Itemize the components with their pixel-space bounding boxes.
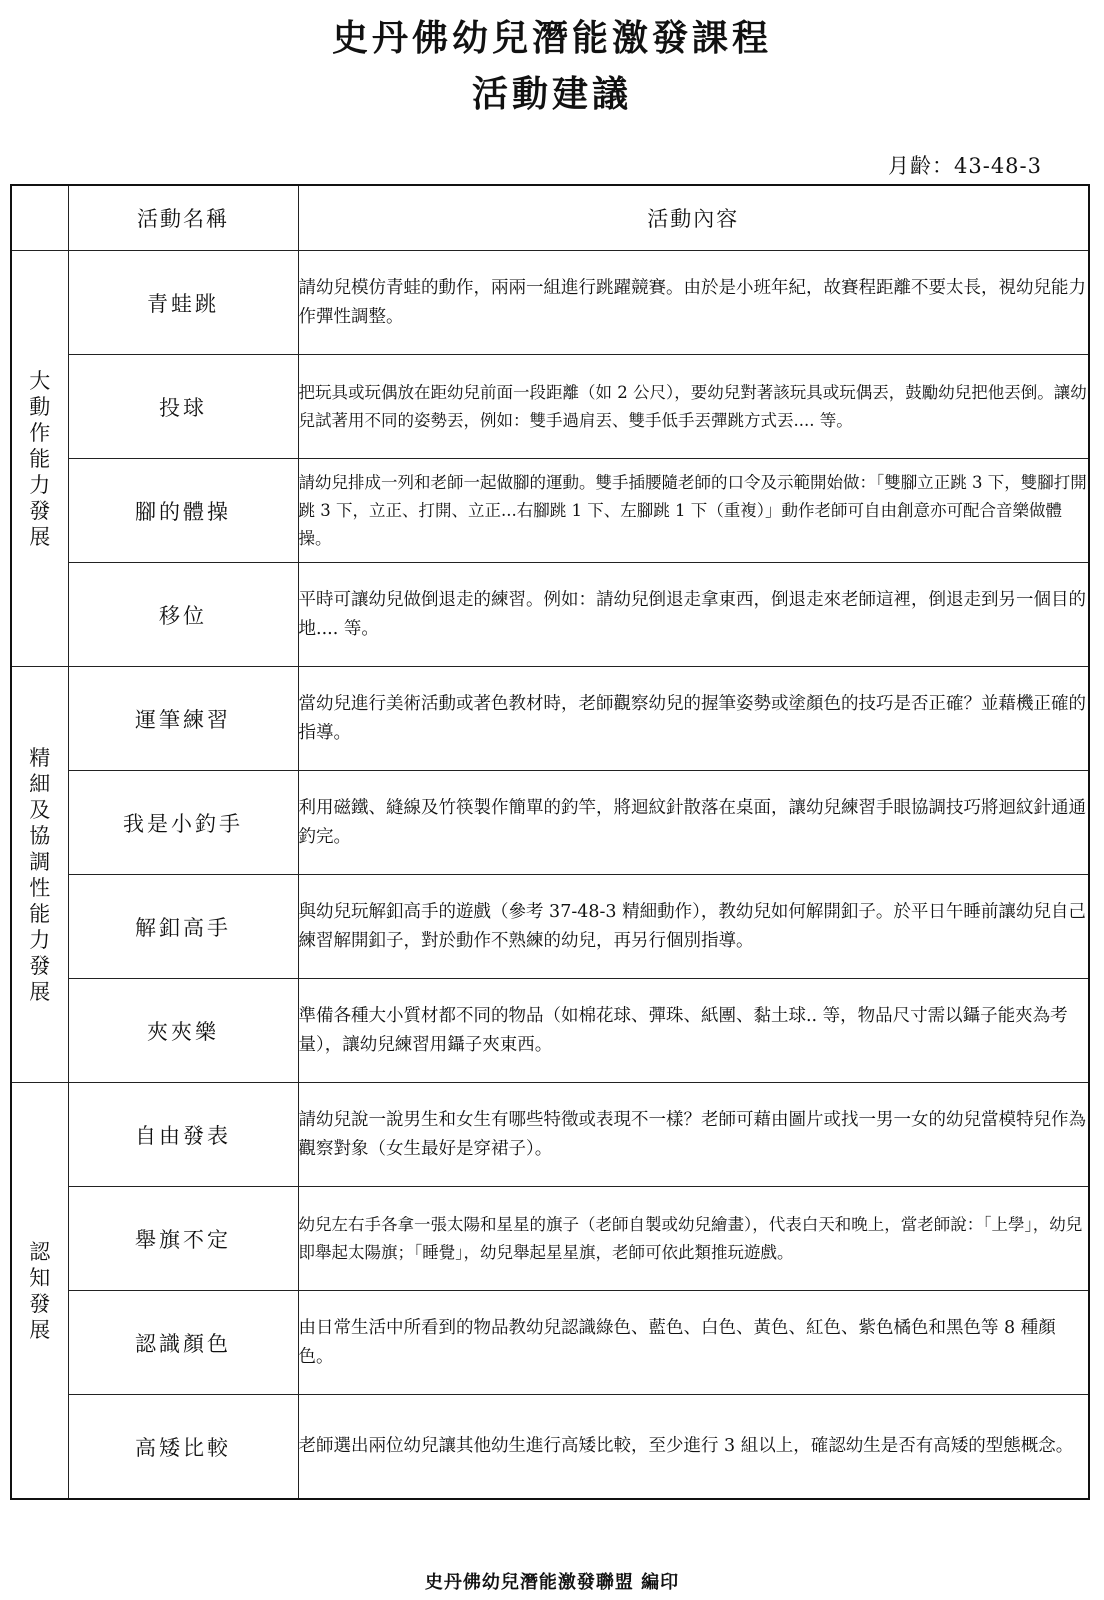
header-activity-name: 活動名稱 (68, 185, 298, 251)
category-label: 精細及協調性能力發展 (29, 745, 51, 1004)
category-label: 大動作能力發展 (29, 368, 51, 549)
activity-table (10, 184, 1090, 1500)
table-row (11, 1083, 1089, 1187)
table-header-row (11, 185, 1089, 251)
activity-content: 幼兒左右手各拿一張太陽和星星的旗子（老師自製或幼兒繪畫），代表白天和晚上，當老師說：「上學」，幼兒即舉起太陽旗；「睡覺」，幼兒舉起星星旗，老師可依此類推玩遊戲。 (298, 1187, 1089, 1291)
header-blank-cell (11, 185, 68, 251)
activity-content: 由日常生活中所看到的物品教幼兒認識綠色、藍色、白色、黃色、紅色、紫色橘色和黑色等 8 種顏色。 (298, 1291, 1089, 1395)
table-row (11, 875, 1089, 979)
activity-name: 解釦高手 (68, 875, 298, 979)
age-label: 月齡：43-48-3 (888, 154, 1042, 178)
table-row (11, 459, 1089, 563)
activity-name: 投球 (68, 355, 298, 459)
activity-name: 腳的體操 (68, 459, 298, 563)
table-row (11, 1395, 1089, 1500)
page-title: 史丹佛幼兒潛能激發課程 (331, 18, 772, 59)
activity-content: 當幼兒進行美術活動或著色教材時，老師觀察幼兒的握筆姿勢或塗顏色的技巧是否正確？並藉機正確的指導。 (298, 667, 1089, 771)
activity-content: 平時可讓幼兒做倒退走的練習。例如：請幼兒倒退走拿東西，倒退走來老師這裡，倒退走到另一個目的地.... 等。 (298, 563, 1089, 667)
activity-name: 自由發表 (68, 1083, 298, 1187)
table-row (11, 1291, 1089, 1395)
category-label: 認知發展 (29, 1239, 51, 1342)
category-fine-motor (11, 667, 68, 1083)
category-cognitive (11, 1083, 68, 1500)
table-row (11, 771, 1089, 875)
activity-name: 運筆練習 (68, 667, 298, 771)
activity-content: 準備各種大小質材都不同的物品（如棉花球、彈珠、紙團、黏土球.. 等，物品尺寸需以鑷子能夾為考量），讓幼兒練習用鑷子夾東西。 (298, 979, 1089, 1083)
activity-name: 青蛙跳 (68, 251, 298, 355)
activity-name: 舉旗不定 (68, 1187, 298, 1291)
table-row (11, 251, 1089, 355)
footer-publisher: 史丹佛幼兒潛能激發聯盟 編印 (424, 1572, 680, 1593)
activity-name: 高矮比較 (68, 1395, 298, 1500)
header-activity-content: 活動內容 (298, 185, 1089, 251)
activity-content: 請幼兒說一說男生和女生有哪些特徵或表現不一樣？老師可藉由圖片或找一男一女的幼兒當模特兒作為觀察對象（女生最好是穿裙子）。 (298, 1083, 1089, 1187)
activity-name: 移位 (68, 563, 298, 667)
activity-name: 我是小釣手 (68, 771, 298, 875)
table-row (11, 355, 1089, 459)
activity-content: 與幼兒玩解釦高手的遊戲（參考 37-48-3 精細動作），教幼兒如何解開釦子。於平日午睡前讓幼兒自己練習解開釦子，對於動作不熟練的幼兒，再另行個別指導。 (298, 875, 1089, 979)
table-row (11, 1187, 1089, 1291)
activity-name: 夾夾樂 (68, 979, 298, 1083)
category-gross-motor (11, 251, 68, 667)
activity-content: 把玩具或玩偶放在距幼兒前面一段距離（如 2 公尺），要幼兒對著該玩具或玩偶丟，鼓勵幼兒把他丟倒。讓幼兒試著用不同的姿勢丟，例如：雙手過肩丟、雙手低手丟彈跳方式丟.... 等。 (298, 355, 1089, 459)
page-subtitle: 活動建議 (471, 74, 632, 115)
activity-content: 老師選出兩位幼兒讓其他幼生進行高矮比較，至少進行 3 組以上，確認幼生是否有高矮的型態概念。 (298, 1395, 1089, 1500)
activity-content: 請幼兒排成一列和老師一起做腳的運動。雙手插腰隨老師的口令及示範開始做：「雙腳立正跳 3 下，雙腳打開跳 3 下，立正、打開、立正...右腳跳 1 下、左腳跳 1 下（重複）」動作老師可自由創意亦可配合音樂做體操。 (298, 459, 1089, 563)
table-row (11, 667, 1089, 771)
activity-name: 認識顏色 (68, 1291, 298, 1395)
activity-content: 請幼兒模仿青蛙的動作，兩兩一組進行跳躍競賽。由於是小班年紀，故賽程距離不要太長，視幼兒能力作彈性調整。 (298, 251, 1089, 355)
activity-content: 利用磁鐵、縫線及竹筷製作簡單的釣竿，將迴紋針散落在桌面，讓幼兒練習手眼協調技巧將迴紋針通通釣完。 (298, 771, 1089, 875)
table-row (11, 563, 1089, 667)
table-row (11, 979, 1089, 1083)
